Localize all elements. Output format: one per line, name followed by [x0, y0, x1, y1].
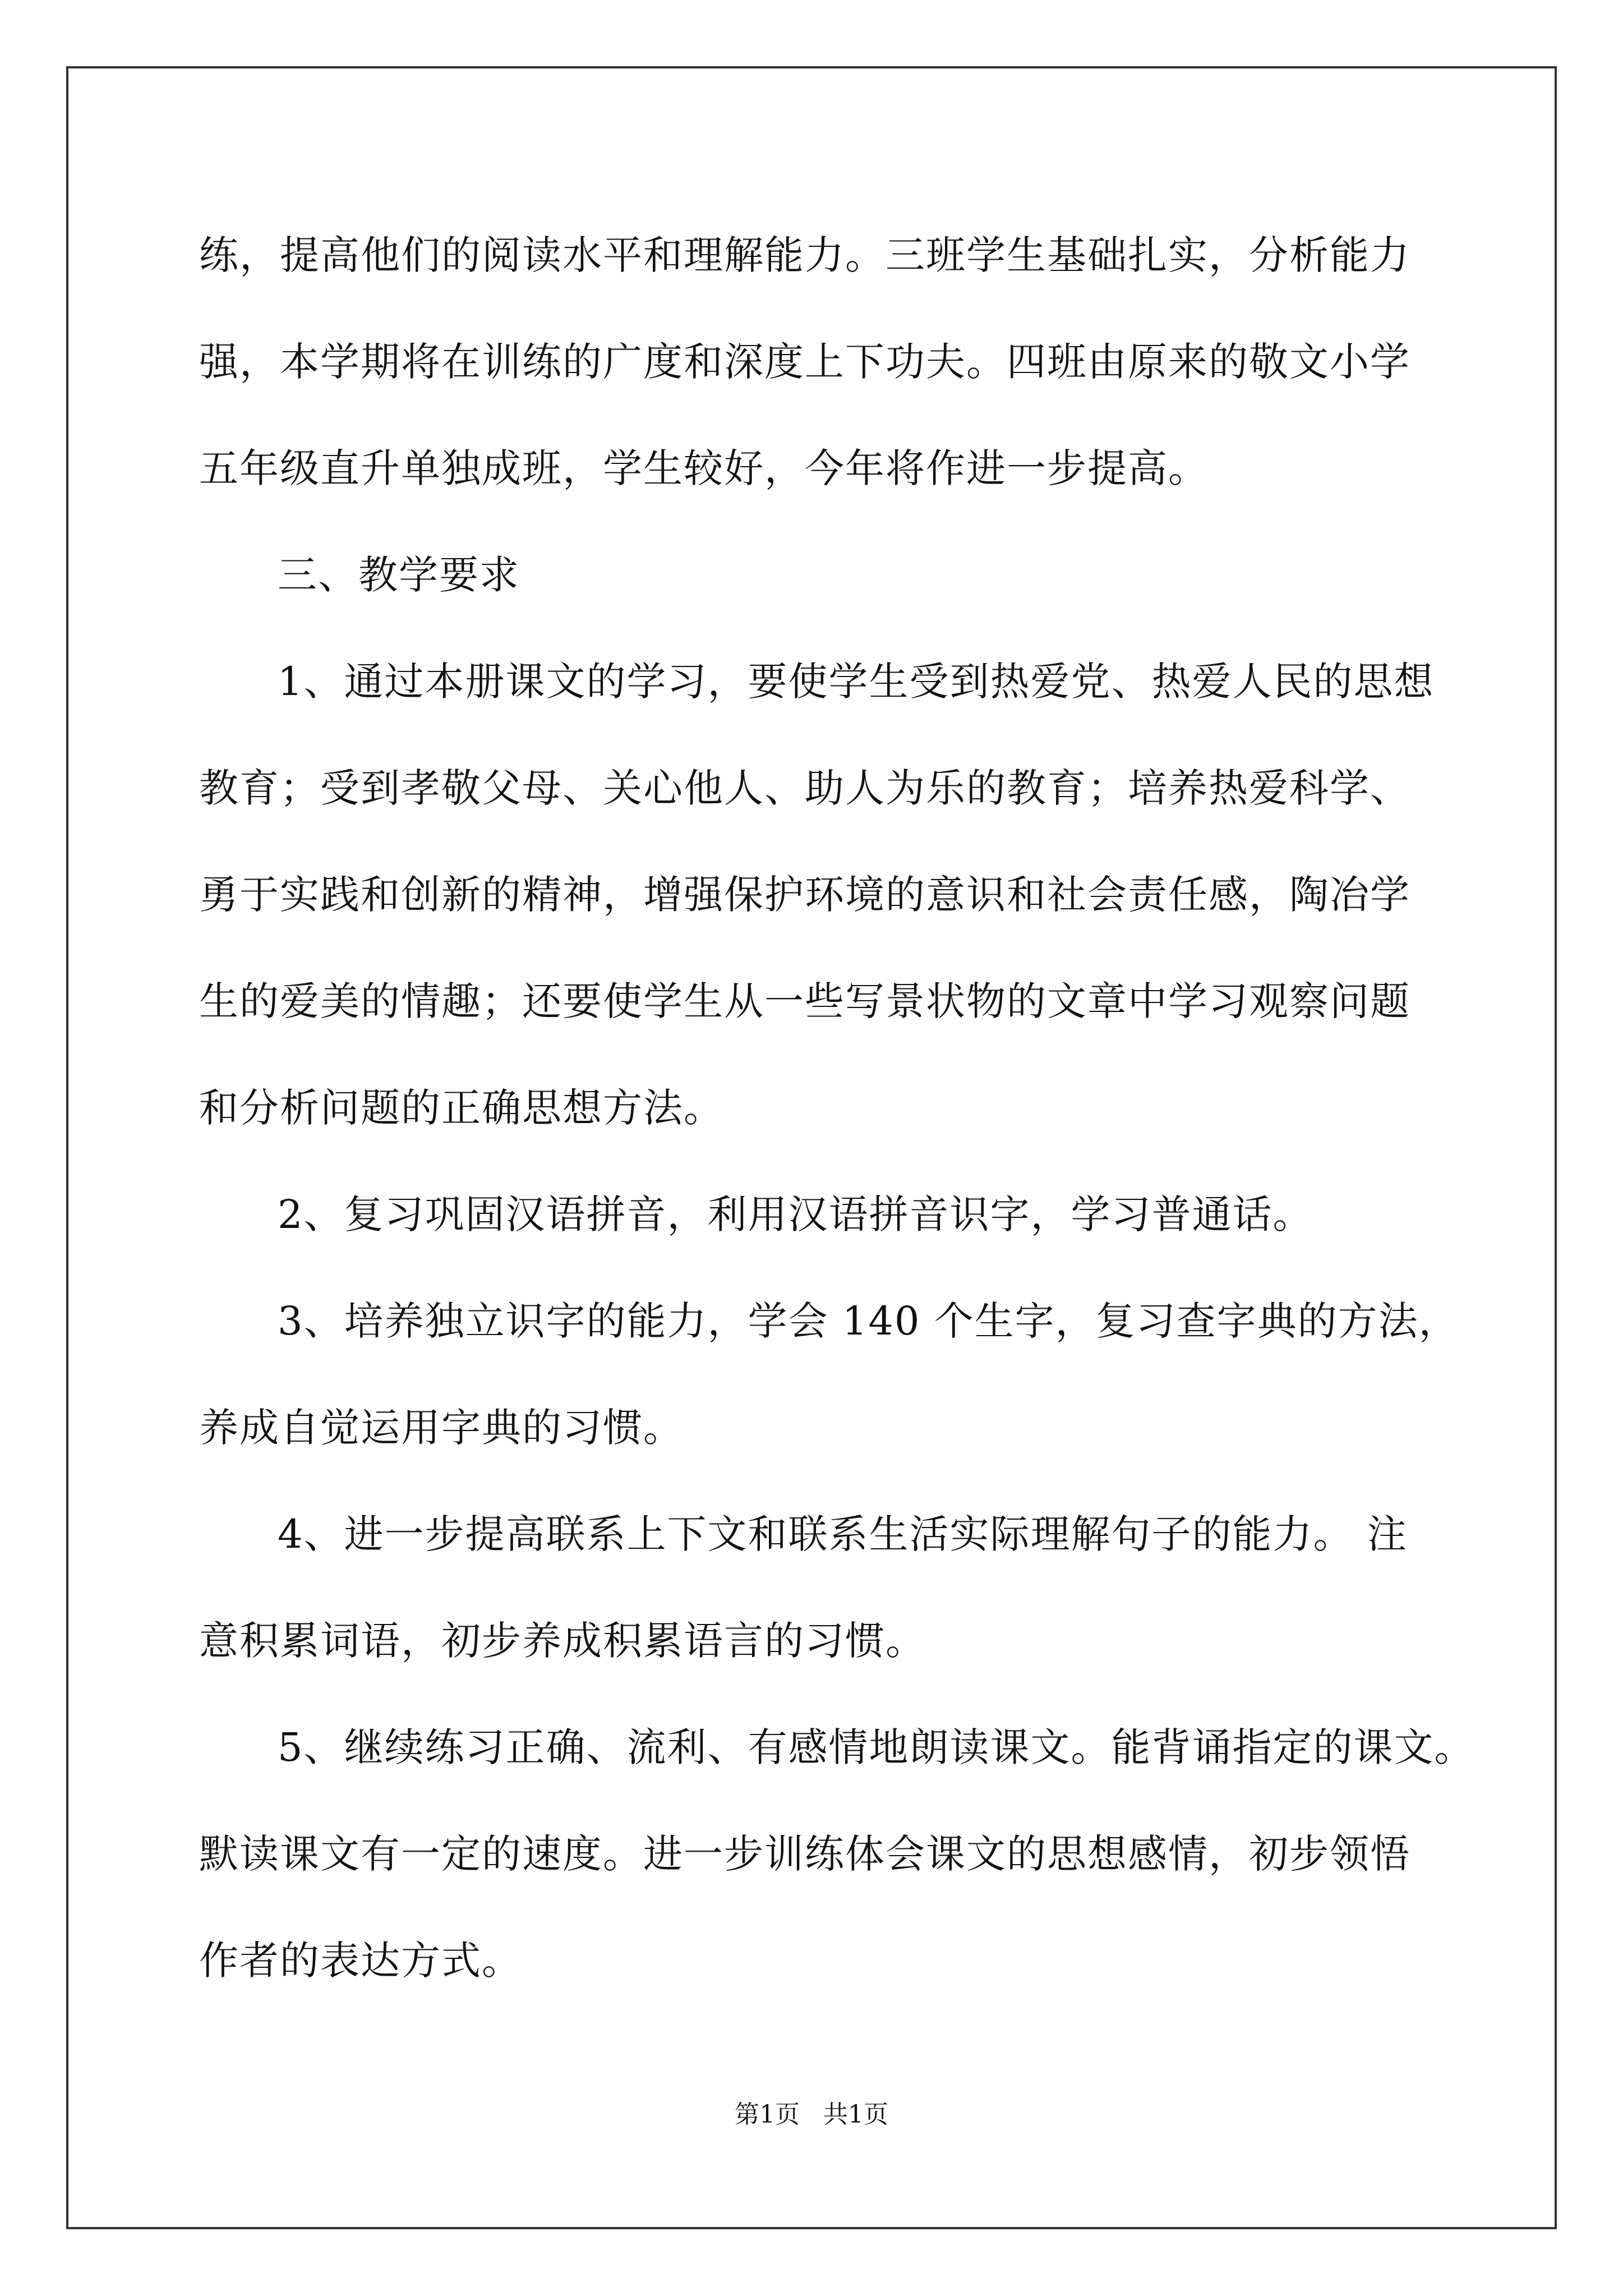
text-line: 2、复习巩固汉语拼音，利用汉语拼音识字，学习普通话。 — [278, 1191, 1313, 1237]
text-line: 5、继续练习正确、流利、有感情地朗读课文。能背诵指定的课文。 — [278, 1724, 1475, 1770]
text-line: 和分析问题的正确思想方法。 — [199, 1085, 724, 1131]
text-line: 作者的表达方式。 — [199, 1938, 522, 1984]
text-line: 3、培养独立识字的能力，学会 140 个生字，复习查字典的方法， — [278, 1298, 1459, 1344]
page-number: 第1页 — [735, 2100, 800, 2129]
text-line: 五年级直升单独成班，学生较好，今年将作进一步提高。 — [199, 445, 1209, 491]
page-total: 共1页 — [823, 2100, 888, 2129]
text-line: 练，提高他们的阅读水平和理解能力。三班学生基础扎实，分析能力 — [199, 232, 1410, 278]
section-heading: 三、教学要求 — [278, 552, 520, 598]
text-line: 强，本学期将在训练的广度和深度上下功夫。四班由原来的敬文小学 — [199, 339, 1410, 385]
document-body — [199, 202, 1475, 2014]
text-line: 4、进一步提高联系上下文和联系生活实际理解句子的能力。 注 — [278, 1511, 1408, 1557]
text-line: 1、通过本册课文的学习，要使学生受到热爱党、热爱人民的思想 — [278, 659, 1435, 705]
text-line: 意积累词语，初步养成积累语言的习惯。 — [199, 1618, 926, 1664]
text-line: 勇于实践和创新的精神，增强保护环境的意识和社会责任感，陶冶学 — [199, 872, 1410, 918]
text-line: 教育；受到孝敬父母、关心他人、助人为乐的教育；培养热爱科学、 — [199, 765, 1410, 811]
page-footer — [0, 2098, 1623, 2132]
text-line: 养成自觉运用字典的习惯。 — [199, 1405, 684, 1451]
text-line: 默读课文有一定的速度。进一步训练体会课文的思想感情，初步领悟 — [199, 1831, 1410, 1877]
text-line: 生的爱美的情趣；还要使学生从一些写景状物的文章中学习观察问题 — [199, 978, 1410, 1024]
